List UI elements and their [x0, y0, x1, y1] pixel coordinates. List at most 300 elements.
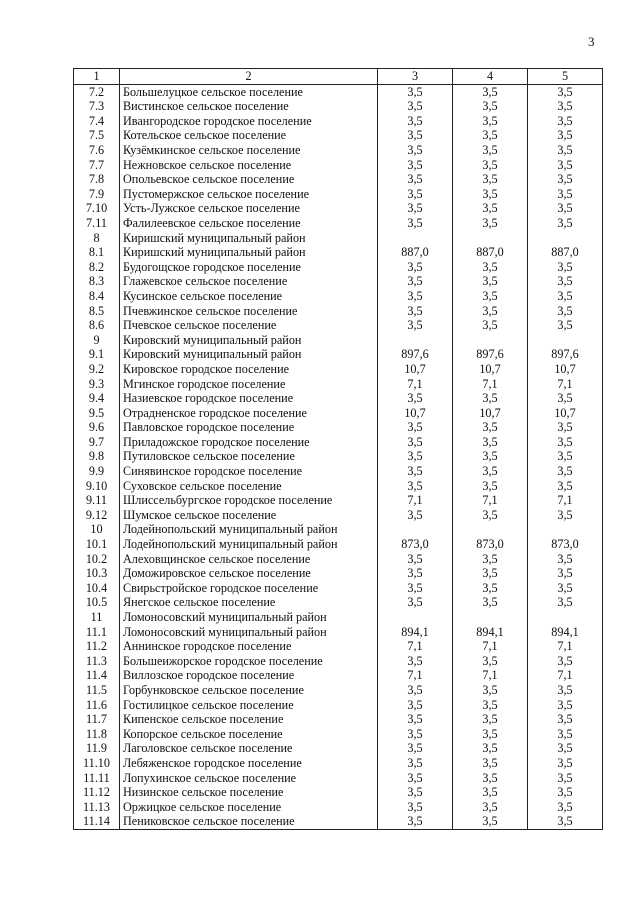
value-col-4 — [453, 522, 528, 537]
value-col-4 — [453, 333, 528, 348]
value-col-4: 3,5 — [453, 771, 528, 786]
row-number: 8.1 — [74, 245, 120, 260]
value-col-3: 3,5 — [378, 391, 453, 406]
value-col-3: 7,1 — [378, 376, 453, 391]
value-col-4: 7,1 — [453, 493, 528, 508]
value-col-4 — [453, 231, 528, 246]
value-col-3: 3,5 — [378, 128, 453, 143]
value-col-5: 3,5 — [528, 479, 603, 494]
row-number: 8 — [74, 231, 120, 246]
value-col-5: 3,5 — [528, 172, 603, 187]
settlement-name: Будогощское городское поселение — [120, 260, 378, 275]
value-col-5: 3,5 — [528, 785, 603, 800]
value-col-4: 3,5 — [453, 304, 528, 319]
row-number: 10.1 — [74, 537, 120, 552]
row-number: 11.13 — [74, 800, 120, 815]
value-col-4 — [453, 610, 528, 625]
row-number: 8.2 — [74, 260, 120, 275]
table-row — [74, 625, 603, 640]
value-col-3: 3,5 — [378, 727, 453, 742]
settlement-name: Опольевское сельское поселение — [120, 172, 378, 187]
value-col-4: 3,5 — [453, 756, 528, 771]
settlement-name: Путиловское сельское поселение — [120, 449, 378, 464]
value-col-3 — [378, 522, 453, 537]
header-col-1: 1 — [74, 69, 120, 85]
table-row — [74, 522, 603, 537]
value-col-5: 3,5 — [528, 449, 603, 464]
value-col-5: 3,5 — [528, 391, 603, 406]
settlement-name: Большелуцкое сельское поселение — [120, 84, 378, 99]
row-number: 10 — [74, 522, 120, 537]
value-col-5: 3,5 — [528, 771, 603, 786]
value-col-4: 3,5 — [453, 435, 528, 450]
value-col-4: 3,5 — [453, 683, 528, 698]
value-col-5: 3,5 — [528, 552, 603, 567]
value-col-5: 3,5 — [528, 216, 603, 231]
value-col-5: 3,5 — [528, 435, 603, 450]
value-col-4: 3,5 — [453, 391, 528, 406]
settlement-name: Лодейнопольский муниципальный район — [120, 522, 378, 537]
value-col-4: 3,5 — [453, 800, 528, 815]
value-col-4: 3,5 — [453, 581, 528, 596]
value-col-3: 3,5 — [378, 435, 453, 450]
settlement-name: Большеижорское городское поселение — [120, 654, 378, 669]
row-number: 11.10 — [74, 756, 120, 771]
table-row — [74, 727, 603, 742]
value-col-4: 3,5 — [453, 698, 528, 713]
value-col-3: 3,5 — [378, 114, 453, 129]
row-number: 9.3 — [74, 376, 120, 391]
table-row — [74, 464, 603, 479]
table-row — [74, 610, 603, 625]
row-number: 7.8 — [74, 172, 120, 187]
value-col-3: 3,5 — [378, 654, 453, 669]
value-col-3: 3,5 — [378, 552, 453, 567]
value-col-3: 897,6 — [378, 347, 453, 362]
row-number: 7.7 — [74, 158, 120, 173]
settlement-name: Виллозское городское поселение — [120, 668, 378, 683]
value-col-3: 3,5 — [378, 814, 453, 829]
settlement-name: Фалилеевское сельское поселение — [120, 216, 378, 231]
table-row — [74, 362, 603, 377]
table-row — [74, 158, 603, 173]
table-row — [74, 435, 603, 450]
value-col-5: 3,5 — [528, 566, 603, 581]
table-row — [74, 84, 603, 99]
settlement-name: Оржицкое сельское поселение — [120, 800, 378, 815]
settlement-name: Свирьстройское городское поселение — [120, 581, 378, 596]
settlement-name: Киришский муниципальный район — [120, 245, 378, 260]
value-col-5: 3,5 — [528, 289, 603, 304]
row-number: 7.5 — [74, 128, 120, 143]
value-col-5: 7,1 — [528, 668, 603, 683]
value-col-5: 3,5 — [528, 727, 603, 742]
settlement-name: Янегское сельское поселение — [120, 595, 378, 610]
row-number: 11.4 — [74, 668, 120, 683]
settlement-name: Пчевжинское сельское поселение — [120, 304, 378, 319]
settlement-name: Нежновское сельское поселение — [120, 158, 378, 173]
value-col-4: 3,5 — [453, 84, 528, 99]
settlement-name: Синявинское городское поселение — [120, 464, 378, 479]
value-col-3 — [378, 610, 453, 625]
value-col-4: 3,5 — [453, 464, 528, 479]
value-col-5: 7,1 — [528, 493, 603, 508]
value-col-4: 3,5 — [453, 479, 528, 494]
settlement-name: Аннинское городское поселение — [120, 639, 378, 654]
value-col-3: 7,1 — [378, 668, 453, 683]
table-row — [74, 391, 603, 406]
table-row — [74, 552, 603, 567]
row-number: 9.8 — [74, 449, 120, 464]
row-number: 7.3 — [74, 99, 120, 114]
row-number: 11.3 — [74, 654, 120, 669]
table-row — [74, 128, 603, 143]
value-col-5: 897,6 — [528, 347, 603, 362]
value-col-4: 3,5 — [453, 420, 528, 435]
settlement-name: Алеховщинское сельское поселение — [120, 552, 378, 567]
value-col-5: 873,0 — [528, 537, 603, 552]
value-col-3: 3,5 — [378, 84, 453, 99]
table-row — [74, 376, 603, 391]
value-col-4: 3,5 — [453, 216, 528, 231]
table-row — [74, 741, 603, 756]
settlement-name: Лебяженское городское поселение — [120, 756, 378, 771]
settlement-name: Шлиссельбургское городское поселение — [120, 493, 378, 508]
settlement-name: Приладожское городское поселение — [120, 435, 378, 450]
value-col-3: 894,1 — [378, 625, 453, 640]
settlement-name: Лаголовское сельское поселение — [120, 741, 378, 756]
value-col-4: 3,5 — [453, 289, 528, 304]
table-row — [74, 479, 603, 494]
value-col-4: 3,5 — [453, 172, 528, 187]
settlement-name: Ивангородское городское поселение — [120, 114, 378, 129]
settlement-name: Копорское сельское поселение — [120, 727, 378, 742]
value-col-4: 3,5 — [453, 508, 528, 523]
row-number: 11.7 — [74, 712, 120, 727]
table-row — [74, 712, 603, 727]
table-row — [74, 654, 603, 669]
value-col-5: 3,5 — [528, 304, 603, 319]
value-col-3: 3,5 — [378, 698, 453, 713]
table-row — [74, 698, 603, 713]
table-row — [74, 493, 603, 508]
value-col-4: 7,1 — [453, 376, 528, 391]
value-col-3: 3,5 — [378, 289, 453, 304]
value-col-3: 3,5 — [378, 756, 453, 771]
value-col-3 — [378, 231, 453, 246]
row-number: 10.2 — [74, 552, 120, 567]
value-col-4: 3,5 — [453, 727, 528, 742]
value-col-5: 3,5 — [528, 84, 603, 99]
row-number: 9.5 — [74, 406, 120, 421]
header-col-4: 4 — [453, 69, 528, 85]
value-col-5 — [528, 231, 603, 246]
value-col-4: 887,0 — [453, 245, 528, 260]
value-col-3: 10,7 — [378, 362, 453, 377]
table-row — [74, 216, 603, 231]
header-row — [74, 69, 603, 85]
settlement-name: Глажевское сельское поселение — [120, 274, 378, 289]
table-row — [74, 756, 603, 771]
table-row — [74, 771, 603, 786]
row-number: 9.4 — [74, 391, 120, 406]
value-col-3 — [378, 333, 453, 348]
row-number: 9.2 — [74, 362, 120, 377]
row-number: 11.9 — [74, 741, 120, 756]
settlement-name: Ломоносовский муниципальный район — [120, 610, 378, 625]
value-col-4: 3,5 — [453, 201, 528, 216]
header-col-2: 2 — [120, 69, 378, 85]
page-number: 3 — [588, 34, 595, 49]
settlement-name: Котельское сельское поселение — [120, 128, 378, 143]
value-col-4: 3,5 — [453, 318, 528, 333]
value-col-3: 3,5 — [378, 449, 453, 464]
value-col-3: 10,7 — [378, 406, 453, 421]
table-row — [74, 143, 603, 158]
value-col-3: 3,5 — [378, 595, 453, 610]
header-col-5: 5 — [528, 69, 603, 85]
value-col-4: 10,7 — [453, 406, 528, 421]
table-row — [74, 566, 603, 581]
value-col-4: 3,5 — [453, 712, 528, 727]
settlement-name: Кусинское сельское поселение — [120, 289, 378, 304]
value-col-4: 3,5 — [453, 449, 528, 464]
row-number: 9 — [74, 333, 120, 348]
value-col-3: 3,5 — [378, 800, 453, 815]
value-col-5: 3,5 — [528, 741, 603, 756]
settlement-name: Ломоносовский муниципальный район — [120, 625, 378, 640]
table-row — [74, 668, 603, 683]
value-col-5 — [528, 522, 603, 537]
value-col-5: 3,5 — [528, 464, 603, 479]
value-col-4: 873,0 — [453, 537, 528, 552]
row-number: 8.4 — [74, 289, 120, 304]
value-col-3: 3,5 — [378, 318, 453, 333]
row-number: 7.4 — [74, 114, 120, 129]
value-col-5: 3,5 — [528, 420, 603, 435]
value-col-4: 3,5 — [453, 260, 528, 275]
table-row — [74, 449, 603, 464]
table-row — [74, 683, 603, 698]
settlement-name: Павловское городское поселение — [120, 420, 378, 435]
value-col-3: 3,5 — [378, 771, 453, 786]
value-col-5: 10,7 — [528, 362, 603, 377]
settlement-name: Кировское городское поселение — [120, 362, 378, 377]
value-col-4: 7,1 — [453, 639, 528, 654]
settlement-name: Кировский муниципальный район — [120, 333, 378, 348]
value-col-5: 3,5 — [528, 683, 603, 698]
row-number: 9.7 — [74, 435, 120, 450]
value-col-3: 3,5 — [378, 464, 453, 479]
settlement-name: Пустомержское сельское поселение — [120, 187, 378, 202]
table-row — [74, 245, 603, 260]
table-row — [74, 231, 603, 246]
value-col-3: 3,5 — [378, 187, 453, 202]
table-row — [74, 537, 603, 552]
settlement-name: Усть-Лужское сельское поселение — [120, 201, 378, 216]
settlements-table — [73, 68, 603, 830]
row-number: 10.3 — [74, 566, 120, 581]
table-row — [74, 99, 603, 114]
row-number: 11.1 — [74, 625, 120, 640]
settlement-name: Шумское сельское поселение — [120, 508, 378, 523]
row-number: 9.6 — [74, 420, 120, 435]
value-col-5: 3,5 — [528, 698, 603, 713]
settlement-name: Лопухинское сельское поселение — [120, 771, 378, 786]
value-col-5: 3,5 — [528, 654, 603, 669]
value-col-4: 3,5 — [453, 595, 528, 610]
table-row — [74, 595, 603, 610]
value-col-3: 3,5 — [378, 683, 453, 698]
row-number: 9.1 — [74, 347, 120, 362]
table-row — [74, 508, 603, 523]
row-number: 7.6 — [74, 143, 120, 158]
row-number: 9.11 — [74, 493, 120, 508]
table-row — [74, 333, 603, 348]
value-col-3: 3,5 — [378, 508, 453, 523]
value-col-4: 3,5 — [453, 566, 528, 581]
settlement-name: Низинское сельское поселение — [120, 785, 378, 800]
row-number: 7.10 — [74, 201, 120, 216]
value-col-3: 3,5 — [378, 566, 453, 581]
value-col-5: 3,5 — [528, 595, 603, 610]
value-col-3: 7,1 — [378, 639, 453, 654]
value-col-4: 3,5 — [453, 114, 528, 129]
value-col-5: 894,1 — [528, 625, 603, 640]
row-number: 11 — [74, 610, 120, 625]
table-row — [74, 172, 603, 187]
value-col-4: 3,5 — [453, 99, 528, 114]
value-col-3: 3,5 — [378, 99, 453, 114]
row-number: 11.6 — [74, 698, 120, 713]
table-row — [74, 304, 603, 319]
value-col-3: 3,5 — [378, 581, 453, 596]
value-col-3: 3,5 — [378, 304, 453, 319]
table-row — [74, 581, 603, 596]
value-col-4: 3,5 — [453, 741, 528, 756]
table-row — [74, 800, 603, 815]
table-row — [74, 260, 603, 275]
value-col-5: 3,5 — [528, 99, 603, 114]
value-col-4: 3,5 — [453, 274, 528, 289]
value-col-4: 3,5 — [453, 785, 528, 800]
value-col-4: 3,5 — [453, 128, 528, 143]
row-number: 8.3 — [74, 274, 120, 289]
row-number: 10.4 — [74, 581, 120, 596]
row-number: 8.6 — [74, 318, 120, 333]
row-number: 9.12 — [74, 508, 120, 523]
table-body — [74, 84, 603, 829]
header-col-3: 3 — [378, 69, 453, 85]
value-col-5: 3,5 — [528, 318, 603, 333]
table-row — [74, 274, 603, 289]
value-col-4: 3,5 — [453, 814, 528, 829]
row-number: 11.8 — [74, 727, 120, 742]
row-number: 9.10 — [74, 479, 120, 494]
row-number: 8.5 — [74, 304, 120, 319]
value-col-4: 894,1 — [453, 625, 528, 640]
value-col-4: 3,5 — [453, 654, 528, 669]
value-col-3: 3,5 — [378, 712, 453, 727]
settlement-name: Назиевское городское поселение — [120, 391, 378, 406]
table-row — [74, 201, 603, 216]
value-col-4: 10,7 — [453, 362, 528, 377]
table-row — [74, 406, 603, 421]
row-number: 7.11 — [74, 216, 120, 231]
table-row — [74, 318, 603, 333]
value-col-5: 3,5 — [528, 158, 603, 173]
row-number: 11.5 — [74, 683, 120, 698]
value-col-3: 3,5 — [378, 274, 453, 289]
value-col-3: 3,5 — [378, 143, 453, 158]
value-col-3: 3,5 — [378, 158, 453, 173]
value-col-4: 897,6 — [453, 347, 528, 362]
value-col-5: 3,5 — [528, 581, 603, 596]
value-col-5: 3,5 — [528, 814, 603, 829]
value-col-5: 3,5 — [528, 201, 603, 216]
value-col-5: 3,5 — [528, 508, 603, 523]
value-col-4: 3,5 — [453, 552, 528, 567]
value-col-5: 3,5 — [528, 800, 603, 815]
value-col-3: 3,5 — [378, 172, 453, 187]
settlement-name: Пениковское сельское поселение — [120, 814, 378, 829]
value-col-3: 873,0 — [378, 537, 453, 552]
value-col-3: 3,5 — [378, 260, 453, 275]
value-col-3: 3,5 — [378, 420, 453, 435]
settlement-name: Кипенское сельское поселение — [120, 712, 378, 727]
row-number: 7.2 — [74, 84, 120, 99]
table-row — [74, 347, 603, 362]
table-row — [74, 420, 603, 435]
settlement-name: Пчевское сельское поселение — [120, 318, 378, 333]
settlement-name: Мгинское городское поселение — [120, 376, 378, 391]
value-col-3: 3,5 — [378, 479, 453, 494]
value-col-5: 3,5 — [528, 143, 603, 158]
value-col-5: 3,5 — [528, 114, 603, 129]
value-col-5: 3,5 — [528, 260, 603, 275]
row-number: 11.14 — [74, 814, 120, 829]
settlement-name: Суховское сельское поселение — [120, 479, 378, 494]
settlement-name: Кузёмкинское сельское поселение — [120, 143, 378, 158]
settlement-name: Доможировское сельское поселение — [120, 566, 378, 581]
value-col-3: 3,5 — [378, 741, 453, 756]
settlement-name: Лодейнопольский муниципальный район — [120, 537, 378, 552]
value-col-4: 3,5 — [453, 187, 528, 202]
row-number: 9.9 — [74, 464, 120, 479]
value-col-4: 7,1 — [453, 668, 528, 683]
settlement-name: Вистинское сельское поселение — [120, 99, 378, 114]
value-col-3: 887,0 — [378, 245, 453, 260]
value-col-3: 3,5 — [378, 201, 453, 216]
value-col-4: 3,5 — [453, 143, 528, 158]
value-col-5: 3,5 — [528, 274, 603, 289]
value-col-3: 3,5 — [378, 216, 453, 231]
table-row — [74, 114, 603, 129]
row-number: 11.12 — [74, 785, 120, 800]
value-col-5: 887,0 — [528, 245, 603, 260]
row-number: 11.11 — [74, 771, 120, 786]
value-col-5 — [528, 333, 603, 348]
table-row — [74, 639, 603, 654]
value-col-5: 10,7 — [528, 406, 603, 421]
value-col-5: 3,5 — [528, 187, 603, 202]
value-col-5: 7,1 — [528, 376, 603, 391]
settlement-name: Отрадненское городское поселение — [120, 406, 378, 421]
value-col-3: 3,5 — [378, 785, 453, 800]
row-number: 7.9 — [74, 187, 120, 202]
settlement-name: Кировский муниципальный район — [120, 347, 378, 362]
value-col-4: 3,5 — [453, 158, 528, 173]
